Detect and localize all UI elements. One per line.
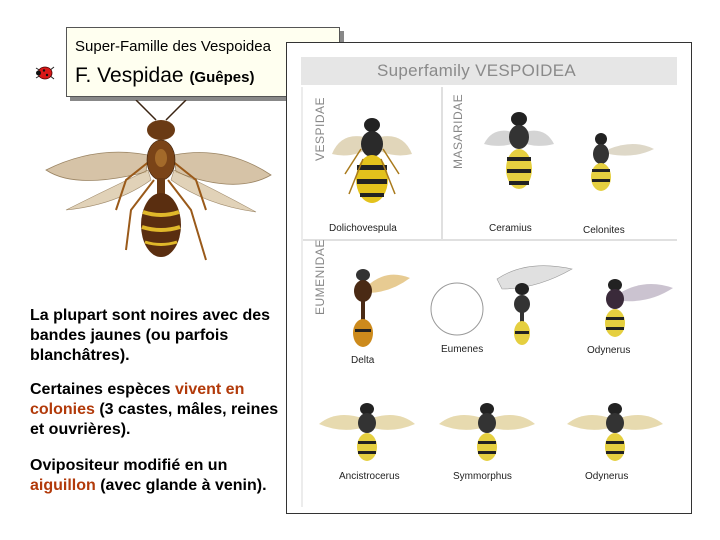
family-common-name: (Guêpes)	[189, 69, 255, 86]
species-label-dolichovespula: Dolichovespula	[329, 223, 397, 234]
ovipositor-text-a: Ovipositeur modifié en un	[30, 457, 228, 474]
superfamily-title: Super-Famille des Vespoidea	[75, 38, 271, 55]
description-coloration: La plupart sont noires avec des bandes jaunes (ou parfois blanchâtres).	[30, 307, 271, 364]
vespoidea-plate	[286, 42, 692, 514]
colonies-text-b: (3 castes, mâles, reines et ouvrières).	[30, 401, 279, 438]
species-label-ancistrocerus: Ancistrocerus	[339, 471, 400, 482]
description-colonies	[30, 380, 280, 440]
species-label-delta: Delta	[351, 355, 375, 366]
odynerus-illustration-top	[585, 263, 675, 343]
paper-wasp-illustration	[36, 100, 276, 290]
colonies-text-a: Certaines espèces	[30, 381, 175, 398]
section-label-eumenidae: EUMENIDAE	[313, 239, 327, 315]
delta-illustration	[325, 253, 415, 353]
section-label-masaridae: MASARIDAE	[451, 93, 465, 169]
plate-title: Superfamily VESPOIDEA	[377, 61, 577, 80]
eumenes-illustration	[427, 249, 577, 349]
ladybug-bullet-icon	[34, 64, 56, 82]
odynerus-illustration-bottom	[565, 389, 665, 469]
section-label-vespidae: VESPIDAE	[313, 96, 327, 161]
ovipositor-text-b: (avec glande à venin).	[95, 477, 267, 494]
symmorphus-illustration	[437, 389, 537, 469]
species-label-symmorphus: Symmorphus	[453, 471, 512, 482]
family-title	[75, 64, 254, 88]
ancistrocerus-illustration	[317, 389, 417, 469]
ceramius-illustration	[479, 99, 559, 199]
species-label-celonites: Celonites	[583, 225, 625, 236]
celonites-illustration	[579, 119, 659, 199]
species-label-odynerus-top: Odynerus	[587, 345, 631, 356]
plate-divider-vertical	[441, 87, 443, 239]
colonies-highlight: vivent en colonies	[30, 381, 245, 418]
ovipositor-highlight: aiguillon	[30, 477, 96, 494]
plate-divider-horizontal	[301, 239, 677, 241]
plate-header	[301, 57, 677, 85]
species-label-eumenes: Eumenes	[441, 344, 484, 355]
species-label-odynerus-bottom: Odynerus	[585, 471, 629, 482]
family-name: F. Vespidae	[75, 64, 184, 87]
plate-divider-left	[301, 87, 303, 507]
dolichovespula-illustration	[327, 99, 417, 219]
description-ovipositor	[30, 456, 280, 496]
species-label-ceramius: Ceramius	[489, 223, 532, 234]
